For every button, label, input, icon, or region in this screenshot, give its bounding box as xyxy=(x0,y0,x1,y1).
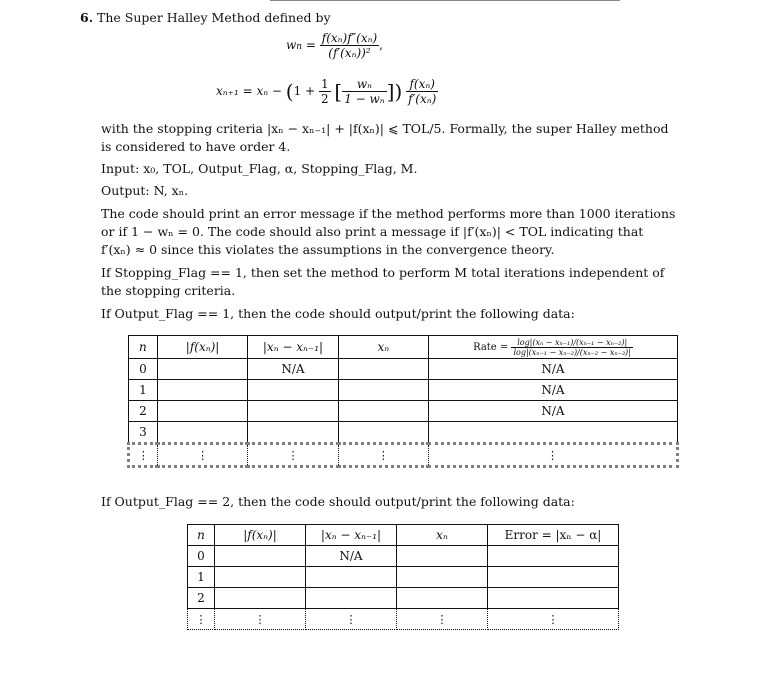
error-line-1: The code should print an error message if the method performs more than 1000 iterations xyxy=(101,206,676,221)
table-row: 2 xyxy=(188,588,619,609)
order-line: is considered to have order 4. xyxy=(101,139,291,154)
input-line: Input: x₀, TOL, Output_Flag, α, Stopping_Flag, M. xyxy=(101,161,418,176)
header-diff: |xₙ − xₙ₋₁| xyxy=(248,336,338,359)
header-rate: Rate = $\frac{\text{log|(xₙ − xₙ₋₁)/(xₙ₋₁ − xₙ₋₂)|}}{\text{log|(xₙ₋₁ − xₙ₋₂)/(xₙ₋₂ − xₙ₋₃)|}}$ xyxy=(428,336,677,359)
problem-title: The Super Halley Method defined by xyxy=(97,10,331,25)
table-header-row xyxy=(129,336,678,359)
stopping-flag-line-1: If Stopping_Flag == 1, then set the method to perform M total iterations independent of xyxy=(101,265,665,280)
table-row: 1 xyxy=(188,567,619,588)
table-row-ellipsis: ⋮ ⋮ ⋮ ⋮ ⋮ xyxy=(188,609,619,630)
output-line: Output: N, xₙ. xyxy=(101,183,189,198)
header-xn: xₙ xyxy=(397,525,488,546)
output-flag-1-line: If Output_Flag == 1, then the code should output/print the following data: xyxy=(101,306,575,321)
header-error: Error = |xₙ − α| xyxy=(488,525,619,546)
table-row: 0 N/A xyxy=(188,546,619,567)
top-rule xyxy=(270,0,620,1)
table-row: 0 N/A N/A xyxy=(129,359,678,380)
table-output-flag-2 xyxy=(187,524,619,630)
output-flag-2-line: If Output_Flag == 2, then the code should output/print the following data: xyxy=(101,494,575,509)
problem-heading xyxy=(80,9,331,26)
table-row: 2 N/A xyxy=(129,401,678,422)
equation-update: xₙ₊₁ = xₙ − (1 + $\frac{1}{2}$ [ $\frac{\text{wₙ}}{\text{1 − wₙ}}$ ]) $\frac{\text{f(xₙ)}}{\text{f′(xₙ)}}$ xyxy=(216,77,437,106)
table-output-flag-1 xyxy=(127,335,679,468)
stopping-criteria-line: with the stopping criteria |xₙ − xₙ₋₁| + |f(xₙ)| ⩽ TOL/5. Formally, the super Halley method xyxy=(101,121,669,136)
table-row: 1 N/A xyxy=(129,380,678,401)
header-n: n xyxy=(188,525,215,546)
header-n: n xyxy=(129,336,158,359)
w-fraction: $\frac{\text{f(xₙ)f″(xₙ)}}{\text{(f′(xₙ))²}}$ xyxy=(321,31,378,60)
header-abs-f: |f(xₙ)| xyxy=(157,336,247,359)
equation-w: wn = $\frac{\text{f(xₙ)f″(xₙ)}}{\text{(f′(xₙ))²}}$ , xyxy=(286,31,383,60)
table-row-ellipsis: ⋮ ⋮ ⋮ ⋮ ⋮ xyxy=(129,444,678,467)
stopping-flag-line-2: the stopping criteria. xyxy=(101,283,236,298)
header-diff: |xₙ − xₙ₋₁| xyxy=(306,525,397,546)
header-abs-f: |f(xₙ)| xyxy=(215,525,306,546)
table-header-row xyxy=(188,525,619,546)
error-line-3: f′(xₙ) ≈ 0 since this violates the assumptions in the convergence theory. xyxy=(101,242,555,257)
error-line-2: or if 1 − wₙ = 0. The code should also print a message if |f′(xₙ)| < TOL indicating that xyxy=(101,224,644,239)
problem-number: 6. xyxy=(80,10,94,25)
table-row: 3 xyxy=(129,422,678,444)
header-xn: xₙ xyxy=(338,336,428,359)
